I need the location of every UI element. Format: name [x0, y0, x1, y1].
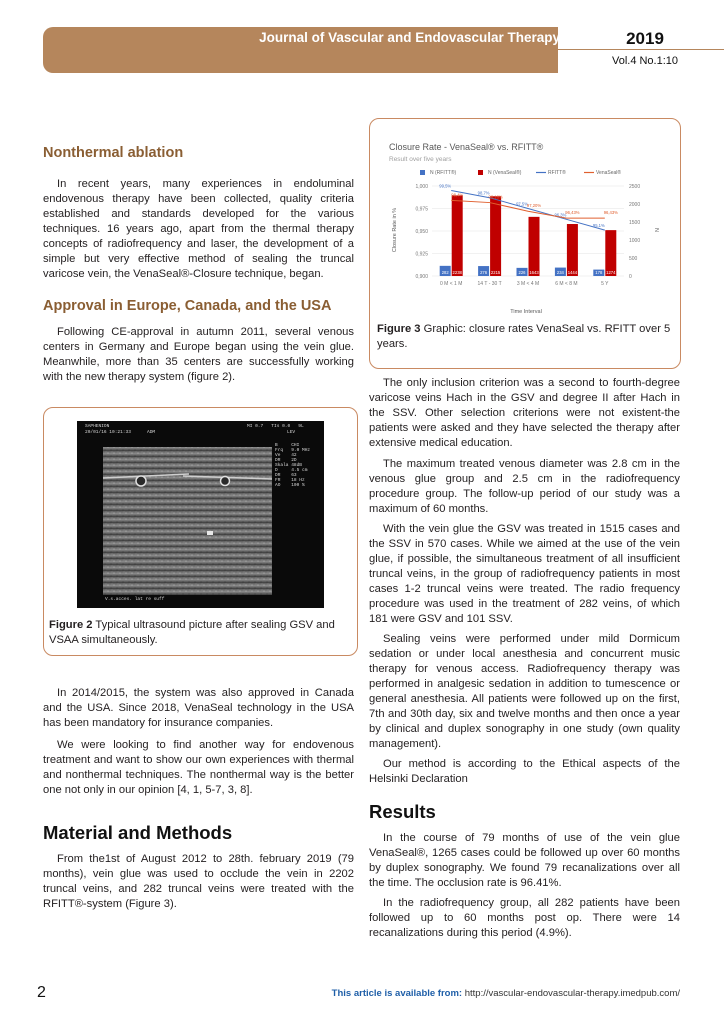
closure-rate-chart — [380, 130, 672, 316]
source-url-link[interactable]: http://vascular-endovascular-therapy.imedpub.com/ — [462, 988, 680, 999]
y-tick-label: 0,925 — [415, 251, 428, 258]
x-tick-label: 14 T - 30 T — [477, 281, 502, 287]
chart-legend — [420, 169, 621, 176]
paragraph: We were looking to find another way for endovenous treatment and want to show our own experiences with thermal and nonthermal techniques. The nonthermal way is the better one not only in our opinion [4, 1, 5-7, 3, 8]. — [43, 739, 354, 796]
heading-approval: Approval in Europe, Canada, and the USA — [43, 298, 332, 314]
paragraph: Sealing veins were performed under mild Dormicum sedation or under local anesthesia and concurrent music therapy for venous access. Radiofrequency therapy was performed in analgesic sedation in addition to tumescence or general anesthesia. All patients were followed up on the first, 7th and 30th day, six and twelve months and then once a year by clinical and duplex sonography in one study (own quality management). — [369, 633, 680, 750]
y-tick-label: 0,975 — [415, 206, 428, 213]
chart-ylabel: Closure Rate in % — [392, 207, 398, 253]
ultrasound-label: ADM — [147, 430, 156, 435]
heading-material-methods: Material and Methods — [43, 822, 233, 843]
line-data-label: 97,5% — [516, 201, 528, 207]
legend-entry: N (RFITT®) — [430, 170, 457, 176]
bar — [529, 217, 540, 276]
y2-tick-label: 500 — [629, 256, 638, 262]
ultrasound-label: SAPHENION — [85, 424, 110, 429]
chart-subtitle: Result over five years — [389, 156, 452, 163]
paragraph: The maximum treated venous diameter was 2.8 cm in the venous glue group and 2.5 cm in the radiofrequency procedure group. The follow-up period of our study was a maximum of 60 months. — [369, 458, 680, 515]
paragraph: In the radiofrequency group, all 282 patients have been followed up to 60 months post op. There were 14 recanalizations during this period (4.9%). — [369, 897, 680, 939]
page-number: 2 — [37, 984, 46, 1001]
legend-entry: N (VenaSeal®) — [488, 170, 522, 176]
ultrasound-date: 20/01/16 10:21:33 — [85, 430, 131, 435]
x-tick-label: 6 M < 8 M — [555, 281, 578, 287]
paragraph: The only inclusion criterion was a second to fourth-degree varicose veins Hach in the GSV and degree II after Hach in the SSV. Other selection criterions were not existent-the patients were asked and they have selected the therapy after extensive medical education. — [369, 377, 680, 449]
figure-2-label: Figure 2 — [49, 619, 93, 631]
bar-data-label: 178 — [595, 270, 603, 275]
y2-tick-label: 1000 — [629, 238, 641, 244]
legend-swatch — [478, 170, 483, 175]
y2-tick-label: 1500 — [629, 220, 641, 226]
figure-3-text: Graphic: closure rates VenaSeal vs. RFITT over 5 years. — [377, 323, 671, 350]
ultrasound-label: V.s.acces. lat re suff — [105, 597, 165, 602]
bar-data-label: 234 — [556, 270, 564, 275]
legend-entry: VenaSeal® — [596, 170, 622, 176]
bar — [567, 224, 578, 276]
line-data-label: 96,43% — [603, 210, 618, 216]
y-tick-label: 0,950 — [415, 229, 428, 235]
line-data-label: 96,43% — [565, 210, 580, 216]
figure-2-text: Typical ultrasound picture after sealing GSV and VSAA simultaneously. — [49, 619, 335, 646]
y-tick-label: 1,000 — [415, 184, 428, 190]
line-data-label: 98,16% — [488, 194, 503, 200]
paragraph: In the course of 79 months of use of the vein glue VenaSeal®, 1265 cases could be followed up over 60 months by duplex sonography. We found 79 recanalizations over all the time. The occlusion rate is 96.41%. — [369, 832, 680, 889]
x-tick-label: 5 Y — [601, 281, 609, 287]
chart-title: Closure Rate - VenaSeal® vs. RFITT® — [389, 142, 544, 152]
issue-volume: Vol.4 No.1:10 — [611, 55, 679, 67]
chart-y2label: N — [655, 228, 661, 232]
bar — [490, 196, 501, 276]
legend-swatch — [420, 170, 425, 175]
series-line — [451, 191, 605, 231]
line-data-label: 98,7% — [477, 190, 490, 196]
bar-data-label: 1274 — [606, 270, 616, 275]
paragraph: With the vein glue the GSV was treated in 1515 cases and the SSV in 570 cases. While we aimed at the use of the vein glue, if possible, the simultaneous treatment of all insufficient truncal veins, in the group of radiofrequency patients in most cases 1-2 truncal veins were treated. The radio frequency procedure was used in the treatment of 282 veins, of which 181 were GSV and 101 SSV. — [369, 523, 680, 625]
line-data-label: 97,20% — [526, 203, 542, 209]
ultrasound-image — [77, 421, 324, 608]
bar-data-label: 226 — [518, 270, 526, 275]
ultrasound-label: LEV — [287, 430, 296, 435]
heading-nonthermal-ablation: Nonthermal ablation — [43, 145, 184, 161]
issue-year: 2019 — [626, 29, 664, 48]
bar-data-label: 1444 — [567, 270, 578, 275]
article-source — [250, 988, 680, 999]
y-tick-label: 0,900 — [415, 274, 428, 280]
source-label: This article is available from: — [331, 988, 463, 999]
figure-3-label: Figure 3 — [377, 323, 421, 335]
paragraph: Following CE-approval in autumn 2011, several venous centers in Germany and Europe began using the vein glue. Meanwhile, more than 35 centers are successfully working with the new therapy system (figure 2). — [43, 326, 354, 383]
x-tick-label: 3 M < 4 M — [516, 281, 540, 287]
legend-entry: RFITT® — [548, 170, 566, 176]
bar-data-label: 1643 — [529, 270, 539, 275]
paragraph: Our method is according to the Ethical aspects of the Helsinki Declaration — [369, 758, 680, 785]
chart-xlabel: Time Interval — [510, 309, 542, 315]
bar — [452, 195, 463, 276]
x-tick-label: 0 M < 1 M — [440, 281, 463, 287]
bar-data-label: 2238 — [452, 270, 462, 275]
journal-title: Journal of Vascular and Endovascular Therapy — [259, 30, 560, 45]
y2-tick-label: 2500 — [629, 184, 641, 190]
header-rule — [558, 49, 724, 50]
ultrasound-label: MI 0.7 TIs 0.0 9L — [247, 424, 304, 429]
bar-data-label: 2215 — [490, 270, 501, 275]
figure-2-caption — [49, 618, 349, 648]
paragraph: In 2014/2015, the system was also approved in Canada and the USA. Since 2018, VenaSeal technology in the USA has been mandatory for insurance companies. — [43, 687, 354, 729]
ultrasound-params: B CHI Frq 9.0 MHz Ve 42 DR 2D Skala 48dB D 4.5 cm DR 63 FR 18 Hz AO 100 % — [275, 443, 311, 488]
figure-3-caption — [377, 322, 674, 352]
paragraph: In recent years, many experiences in endoluminal endovenous therapy have been collected, quality criteria established and standards developed for the various techniques. 16 years ago, apart from the thermal therapy concepts of radiofrequency and laser, the development of a simple but very effective method of sealing the truncal varicose vein, the VenaSeal®-Closure technique, began. — [43, 178, 354, 280]
line-data-label: 96,3% — [554, 212, 567, 218]
line-data-label: 95,1% — [592, 223, 605, 229]
y2-tick-label: 0 — [629, 274, 632, 280]
y2-tick-label: 2000 — [629, 202, 641, 208]
line-data-label: 99,5% — [439, 183, 452, 189]
paragraph: From the1st of August 2012 to 28th. february 2019 (79 months), vein glue was used to occlude the vein in 2202 truncal veins, and 282 truncal veins were treated with the RFITT®-system (Figure 3). — [43, 853, 354, 910]
line-data-label: 98,4% — [451, 192, 464, 198]
bar-data-label: 276 — [480, 270, 488, 275]
bar-data-label: 282 — [441, 270, 449, 275]
heading-results: Results — [369, 801, 436, 822]
